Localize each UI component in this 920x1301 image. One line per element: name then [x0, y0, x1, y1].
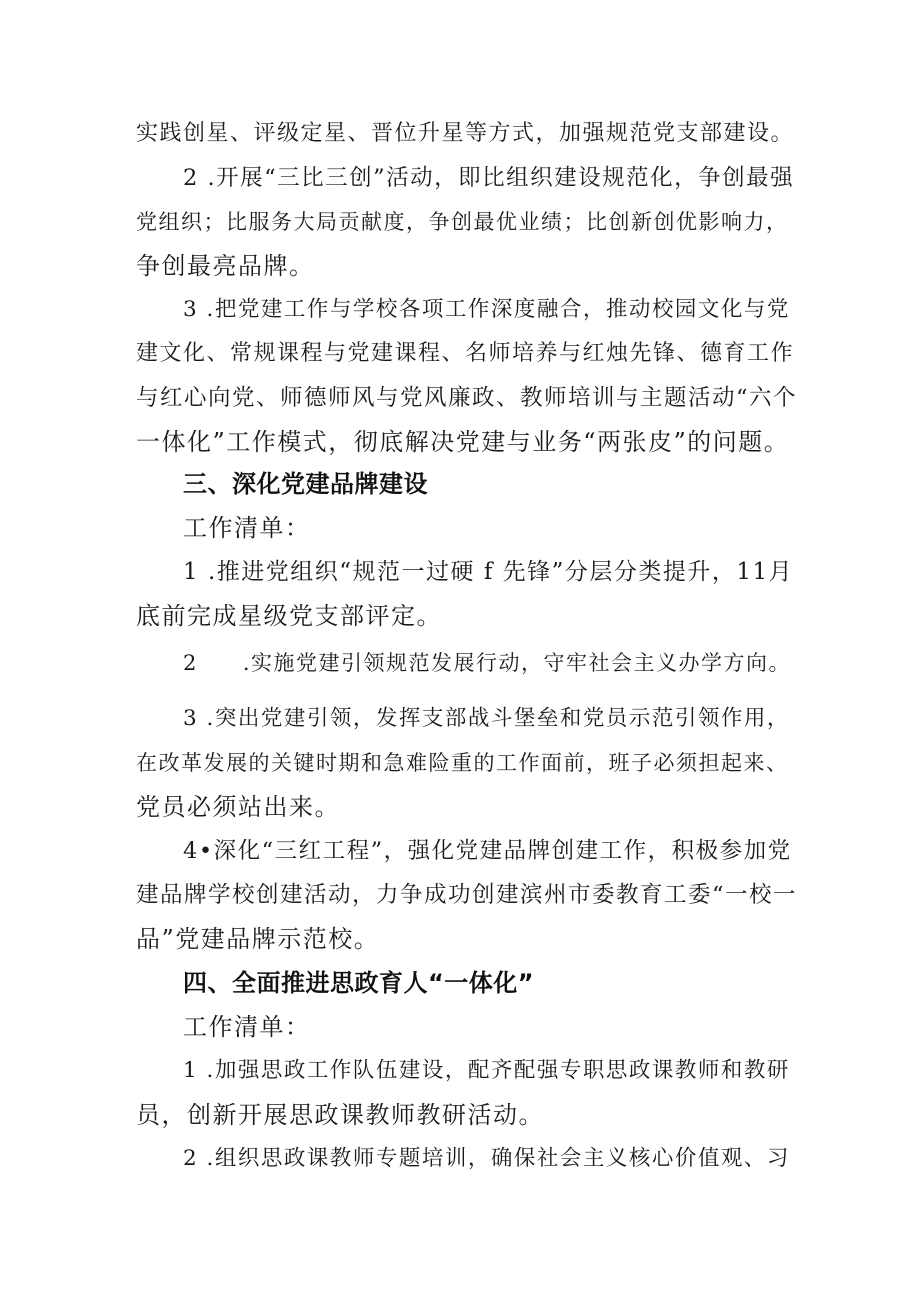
paragraph-line: 党组织；比服务大局贡献度，争创最优业绩；比创新创优影响力， — [136, 210, 789, 234]
paragraph-line: 在改革发展的关键时期和急难险重的工作面前，班子必须担起来、 — [136, 751, 789, 775]
paragraph-line: 2 .实施党建引领规范发展行动，守牢社会主义办学方向。 — [183, 651, 792, 675]
paragraph-line: 一体化”工作模式，彻底解决党建与业务“两张皮”的问题。 — [136, 428, 790, 456]
paragraph-line: 底前完成星级党支部评定。 — [136, 602, 442, 630]
paragraph-line: 工作清单： — [183, 1013, 311, 1041]
paragraph-line: 工作清单： — [183, 514, 311, 542]
paragraph-line: 建文化、常规课程与党建课程、名师培养与红烛先锋、德育工作 — [136, 341, 795, 366]
paragraph-line: 与红心向党、师德师风与党风廉政、教师培训与主题活动“六个 — [136, 385, 798, 411]
paragraph-line: 争创最亮品牌。 — [136, 252, 315, 280]
paragraph-line: 实践创星、评级定星、晋位升星等方式，加强规范党支部建设。 — [136, 121, 795, 146]
paragraph-line: 2 .组织思政课教师专题培训，确保社会主义核心价值观、习 — [183, 1146, 790, 1171]
paragraph-line: 员，创新开展思政课教师教研活动。 — [136, 1101, 544, 1129]
paragraph-line: 党员必须站出来。 — [136, 793, 340, 821]
paragraph-line: 3 .突出党建引领，发挥支部战斗堡垒和党员示范引领作用， — [183, 706, 790, 731]
paragraph-line: 2 .开展“三比三创”活动，即比组织建设规范化，争创最强 — [183, 165, 795, 191]
section-heading: 四、全面推进思政育人“一体化” — [183, 969, 535, 997]
section-heading: 三、深化党建品牌建设 — [183, 470, 428, 498]
paragraph-line: 品”党建品牌示范校。 — [136, 925, 380, 953]
paragraph-line: 4•深化“三红工程”，强化党建品牌创建工作，积极参加党 — [183, 838, 792, 864]
paragraph-line: 建品牌学校创建活动，力争成功创建滨州市委教育工委“一校一 — [136, 882, 798, 908]
paragraph-line: 1 .推进党组织“规范一过硬 f 先锋”分层分类提升，11月 — [183, 559, 794, 585]
paragraph-line: 1 .加强思政工作队伍建设，配齐配强专职思政课教师和教研 — [183, 1058, 790, 1083]
paragraph-line: 3 .把党建工作与学校各项工作深度融合，推动校园文化与党 — [183, 297, 790, 322]
